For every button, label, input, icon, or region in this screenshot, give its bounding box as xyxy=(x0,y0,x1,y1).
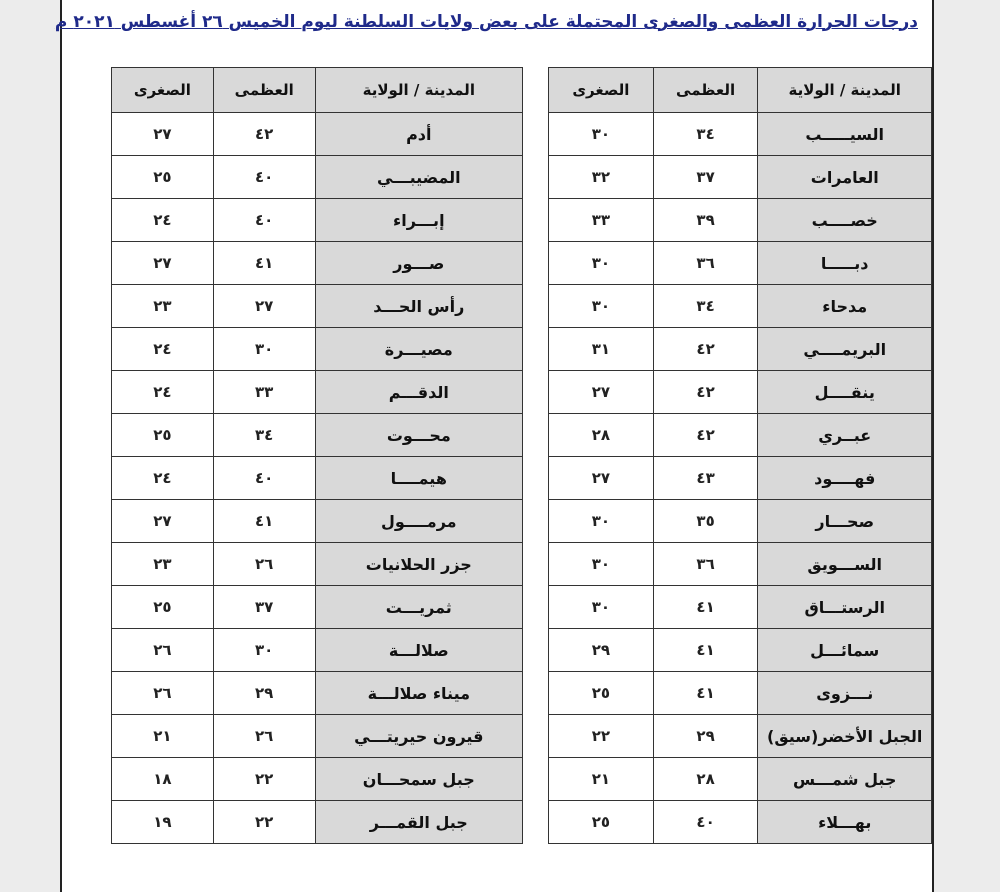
min-temp-cell: ١٨ xyxy=(112,758,214,801)
city-cell: بهـــلاء xyxy=(758,801,932,844)
min-temp-cell: ٢٦ xyxy=(112,629,214,672)
min-temp-cell: ٢٤ xyxy=(112,457,214,500)
city-cell: جبل القمـــر xyxy=(315,801,522,844)
header-city: المدينة / الولاية xyxy=(315,68,522,113)
city-cell: جزر الحلانيات xyxy=(315,543,522,586)
min-temp-cell: ٢٧ xyxy=(549,457,654,500)
city-cell: صـــور xyxy=(315,242,522,285)
max-temp-cell: ٢٦ xyxy=(213,715,315,758)
page-edge-right xyxy=(932,0,1000,892)
city-cell: ميناء صلالـــة xyxy=(315,672,522,715)
max-temp-cell: ٣٠ xyxy=(213,328,315,371)
max-temp-cell: ٤٢ xyxy=(653,414,758,457)
city-cell: السيـــــب xyxy=(758,113,932,156)
min-temp-cell: ٢٧ xyxy=(112,113,214,156)
min-temp-cell: ٢٣ xyxy=(112,285,214,328)
table-row xyxy=(112,672,523,715)
table-row xyxy=(549,500,932,543)
min-temp-cell: ٢٥ xyxy=(112,586,214,629)
min-temp-cell: ٢١ xyxy=(112,715,214,758)
max-temp-cell: ٤١ xyxy=(653,672,758,715)
city-cell: الســـويق xyxy=(758,543,932,586)
max-temp-cell: ٤١ xyxy=(653,629,758,672)
min-temp-cell: ٢٤ xyxy=(112,328,214,371)
header-city: المدينة / الولاية xyxy=(758,68,932,113)
min-temp-cell: ٢١ xyxy=(549,758,654,801)
max-temp-cell: ٢٩ xyxy=(213,672,315,715)
max-temp-cell: ٤٣ xyxy=(653,457,758,500)
min-temp-cell: ٢٩ xyxy=(549,629,654,672)
max-temp-cell: ٤٠ xyxy=(653,801,758,844)
city-cell: رأس الحـــد xyxy=(315,285,522,328)
min-temp-cell: ٢٣ xyxy=(112,543,214,586)
city-cell: العامرات xyxy=(758,156,932,199)
table-row xyxy=(112,414,523,457)
table-row xyxy=(549,199,932,242)
min-temp-cell: ٢٦ xyxy=(112,672,214,715)
min-temp-cell: ٣٠ xyxy=(549,543,654,586)
city-cell: عبــري xyxy=(758,414,932,457)
table-row xyxy=(112,758,523,801)
table-row xyxy=(112,543,523,586)
city-cell: دبـــــا xyxy=(758,242,932,285)
city-cell: نـــزوى xyxy=(758,672,932,715)
max-temp-cell: ٣٤ xyxy=(653,285,758,328)
city-cell: قيرون حيريتـــي xyxy=(315,715,522,758)
max-temp-cell: ٣٩ xyxy=(653,199,758,242)
min-temp-cell: ٣٠ xyxy=(549,285,654,328)
max-temp-cell: ٤١ xyxy=(213,242,315,285)
table-row xyxy=(112,328,523,371)
table-row xyxy=(549,414,932,457)
max-temp-cell: ٤٠ xyxy=(213,457,315,500)
table-row xyxy=(112,156,523,199)
table-row xyxy=(112,371,523,414)
table-row xyxy=(549,543,932,586)
min-temp-cell: ٢٥ xyxy=(549,672,654,715)
max-temp-cell: ٢٢ xyxy=(213,758,315,801)
min-temp-cell: ٣٢ xyxy=(549,156,654,199)
city-cell: محـــوت xyxy=(315,414,522,457)
city-cell: مدحاء xyxy=(758,285,932,328)
min-temp-cell: ١٩ xyxy=(112,801,214,844)
max-temp-cell: ٤٢ xyxy=(653,328,758,371)
table-row xyxy=(549,242,932,285)
max-temp-cell: ٢٢ xyxy=(213,801,315,844)
table-row xyxy=(549,285,932,328)
city-cell: سمائـــل xyxy=(758,629,932,672)
min-temp-cell: ٣٠ xyxy=(549,586,654,629)
header-min: الصغرى xyxy=(549,68,654,113)
max-temp-cell: ٤١ xyxy=(653,586,758,629)
min-temp-cell: ٢٧ xyxy=(112,242,214,285)
max-temp-cell: ٢٨ xyxy=(653,758,758,801)
table-row xyxy=(549,457,932,500)
min-temp-cell: ٢٥ xyxy=(112,414,214,457)
city-cell: ينقــــل xyxy=(758,371,932,414)
document-title: درجات الحرارة العظمى والصغرى المحتملة على بعض ولايات السلطنة ليوم الخميس ٢٦ أغسطس ٢٠٢١ م xyxy=(54,12,918,32)
max-temp-cell: ٣٤ xyxy=(653,113,758,156)
city-cell: الرستـــاق xyxy=(758,586,932,629)
table-row xyxy=(549,586,932,629)
city-cell: الدقـــم xyxy=(315,371,522,414)
min-temp-cell: ٣٠ xyxy=(549,500,654,543)
min-temp-cell: ٢٥ xyxy=(112,156,214,199)
city-cell: ثمريـــت xyxy=(315,586,522,629)
city-cell: البريمــــي xyxy=(758,328,932,371)
table-row xyxy=(549,113,932,156)
table-row xyxy=(549,758,932,801)
min-temp-cell: ٢٧ xyxy=(549,371,654,414)
min-temp-cell: ٢٤ xyxy=(112,371,214,414)
city-cell: خصــــب xyxy=(758,199,932,242)
table-row xyxy=(112,629,523,672)
max-temp-cell: ٣٧ xyxy=(653,156,758,199)
min-temp-cell: ٢٨ xyxy=(549,414,654,457)
table-row xyxy=(549,801,932,844)
header-max: العظمى xyxy=(213,68,315,113)
max-temp-cell: ٣٣ xyxy=(213,371,315,414)
temperature-table-right xyxy=(548,67,932,844)
table-row xyxy=(549,156,932,199)
min-temp-cell: ٢٧ xyxy=(112,500,214,543)
city-cell: جبل شمـــس xyxy=(758,758,932,801)
max-temp-cell: ٤٢ xyxy=(653,371,758,414)
header-max: العظمى xyxy=(653,68,758,113)
min-temp-cell: ٣٠ xyxy=(549,113,654,156)
max-temp-cell: ٣٦ xyxy=(653,543,758,586)
page-edge-left xyxy=(0,0,62,892)
min-temp-cell: ٣٠ xyxy=(549,242,654,285)
max-temp-cell: ٣٠ xyxy=(213,629,315,672)
table-row xyxy=(112,715,523,758)
table-row xyxy=(112,113,523,156)
max-temp-cell: ٣٦ xyxy=(653,242,758,285)
max-temp-cell: ٢٩ xyxy=(653,715,758,758)
city-cell: صلالـــة xyxy=(315,629,522,672)
max-temp-cell: ٤٠ xyxy=(213,199,315,242)
min-temp-cell: ٢٤ xyxy=(112,199,214,242)
table-row xyxy=(112,457,523,500)
city-cell: مصيـــرة xyxy=(315,328,522,371)
table-row xyxy=(112,586,523,629)
city-cell: أدم xyxy=(315,113,522,156)
city-cell: الجبل الأخضر(سيق) xyxy=(758,715,932,758)
min-temp-cell: ٢٢ xyxy=(549,715,654,758)
city-cell: هيمــــا xyxy=(315,457,522,500)
table-row xyxy=(549,629,932,672)
max-temp-cell: ٣٧ xyxy=(213,586,315,629)
table-row xyxy=(549,328,932,371)
max-temp-cell: ٢٦ xyxy=(213,543,315,586)
min-temp-cell: ٣٣ xyxy=(549,199,654,242)
table-row xyxy=(112,242,523,285)
header-min: الصغرى xyxy=(112,68,214,113)
max-temp-cell: ٣٤ xyxy=(213,414,315,457)
city-cell: إبـــراء xyxy=(315,199,522,242)
city-cell: المضيبـــي xyxy=(315,156,522,199)
city-cell: صحـــار xyxy=(758,500,932,543)
city-cell: فهــــود xyxy=(758,457,932,500)
max-temp-cell: ٤٢ xyxy=(213,113,315,156)
table-row xyxy=(112,285,523,328)
city-cell: جبل سمحـــان xyxy=(315,758,522,801)
max-temp-cell: ٤٠ xyxy=(213,156,315,199)
table-row xyxy=(112,199,523,242)
max-temp-cell: ٤١ xyxy=(213,500,315,543)
table-row xyxy=(112,801,523,844)
max-temp-cell: ٣٥ xyxy=(653,500,758,543)
table-row xyxy=(112,500,523,543)
table-header-row xyxy=(112,68,523,113)
min-temp-cell: ٢٥ xyxy=(549,801,654,844)
city-cell: مرمــــول xyxy=(315,500,522,543)
min-temp-cell: ٣١ xyxy=(549,328,654,371)
max-temp-cell: ٢٧ xyxy=(213,285,315,328)
table-row xyxy=(549,672,932,715)
table-row xyxy=(549,371,932,414)
temperature-table-left xyxy=(111,67,523,844)
table-header-row xyxy=(549,68,932,113)
table-row xyxy=(549,715,932,758)
